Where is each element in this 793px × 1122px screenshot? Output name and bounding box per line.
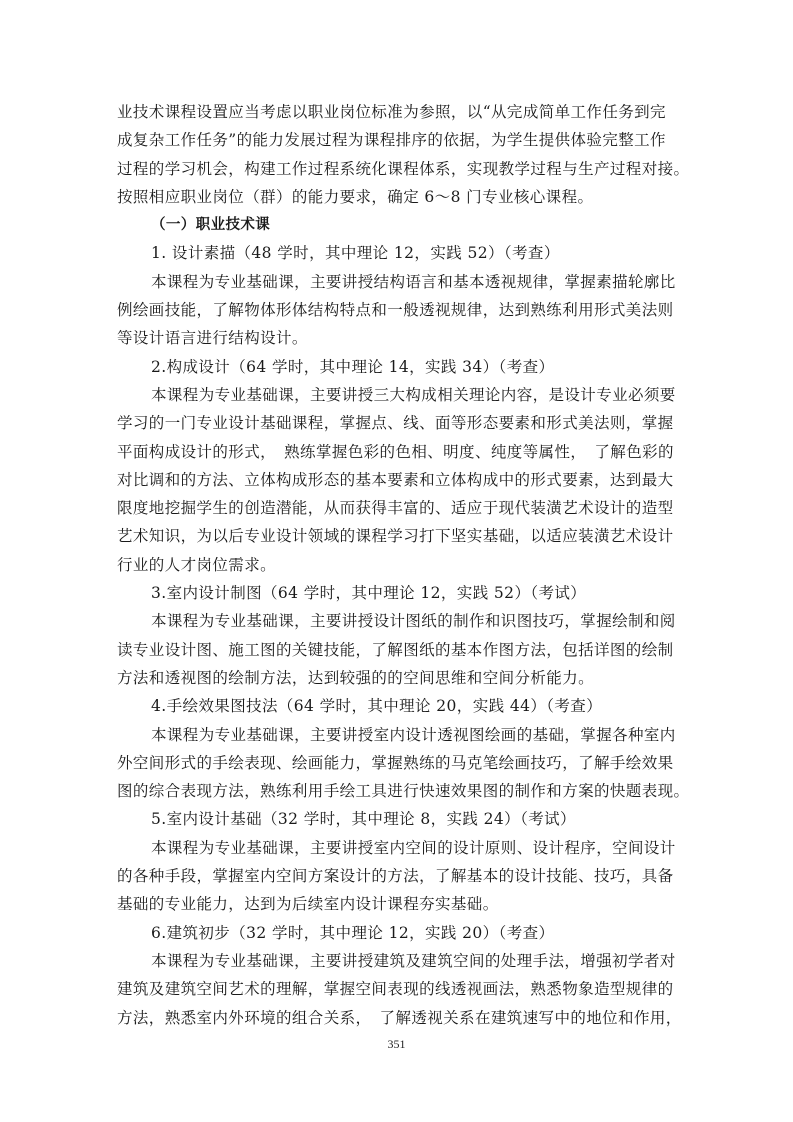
paragraph-line: 本课程为专业基础课，主要讲授室内空间的设计原则、设计程序，空间设计 (151, 838, 676, 857)
body-text (117, 98, 690, 1032)
course-title: 1. 设计素描（48 学时，其中理论 12，实践 52）（考查） (151, 244, 560, 263)
course-2 (117, 353, 683, 579)
paragraph-line: 基础的专业能力，达到为后续室内设计课程夯实基础。 (117, 895, 499, 914)
paragraph-line: 业技术课程设置应当考虑以职业岗位标准为参照，以“从完成简单工作任务到完 (117, 103, 666, 121)
course-3 (117, 579, 683, 692)
course-title: 5.室内设计基础（32 学时，其中理论 8，实践 24）（考试） (151, 810, 576, 829)
paragraph-line: 图的综合表现方法，熟练利用手绘工具进行快速效果图的制作和方案的快题表现。 (117, 782, 690, 801)
paragraph-line: 艺术知识，为以后专业设计领域的课程学习打下坚实基础，以适应装潢艺术设计 (117, 527, 674, 546)
paragraph-line: 对比调和的方法、立体构成形态的基本要素和立体构成中的形式要素，达到最大 (117, 470, 674, 489)
intro-paragraph (117, 98, 690, 211)
course-6 (117, 919, 683, 1032)
course-1 (117, 239, 683, 352)
paragraph-line: 平面构成设计的形式， 熟练掌握色彩的色相、明度、纯度等属性， 了解色彩的 (117, 442, 674, 461)
paragraph-line: 成复杂工作任务”的能力发展过程为课程排序的依据，为学生提供体验完整工作 (117, 131, 666, 150)
course-title: 6.建筑初步（32 学时，其中理论 12，实践 20）（考查） (151, 923, 555, 942)
paragraph-line: 的各种手段，掌握室内空间方案设计的方法，了解基本的设计技能、技巧，具备 (117, 867, 674, 886)
course-title: 3.室内设计制图（64 学时，其中理论 12，实践 52）（考试） (151, 584, 587, 603)
paragraph-line: 等设计语言进行结构设计。 (117, 329, 308, 348)
course-title: 4.手绘效果图技法（64 学时，其中理论 20，实践 44）（考查） (151, 697, 603, 716)
paragraph-line: 行业的人才岗位需求。 (117, 555, 277, 574)
paragraph-line: 方法和透视图的绘制方法，达到较强的的空间思维和空间分析能力。 (117, 668, 595, 687)
paragraph-line: 本课程为专业基础课，主要讲授设计图纸的制作和识图技巧，掌握绘制和阅 (151, 612, 676, 631)
paragraph-line: 本课程为专业基础课，主要讲授建筑及建筑空间的处理手法，增强初学者对 (151, 951, 676, 970)
paragraph-line: 本课程为专业基础课，主要讲授室内设计透视图绘画的基础，掌握各种室内 (151, 725, 676, 744)
paragraph-line: 例绘画技能，了解物体形体结构特点和一般透视规律，达到熟练利用形式美法则 (117, 301, 674, 320)
paragraph-line: 本课程为专业基础课，主要讲授结构语言和基本透视规律，掌握素描轮廓比 (151, 272, 676, 291)
course-5 (117, 805, 683, 918)
paragraph-line: 读专业设计图、施工图的关键技能，了解图纸的基本作图方法，包括详图的绘制 (117, 640, 674, 659)
section-heading: （一）职业技术课 (151, 216, 271, 234)
paragraph-line: 过程的学习机会，构建工作过程系统化课程体系，实现教学过程与生产过程对接。 (117, 159, 690, 178)
paragraph-line: 方法，熟悉室内外环境的组合关系， 了解透视关系在建筑速写中的地位和作用， (117, 1008, 682, 1027)
paragraph-line: 本课程为专业基础课，主要讲授三大构成相关理论内容，是设计专业必须要 (151, 385, 676, 404)
page-number: 351 (387, 1037, 406, 1051)
course-4 (117, 692, 690, 805)
paragraph-line: 限度地挖掘学生的创造潜能，从而获得丰富的、适应于现代装潢艺术设计的造型 (117, 499, 674, 518)
paragraph-line: 建筑及建筑空间艺术的理解，掌握空间表现的线透视画法，熟悉物象造型规律的 (117, 980, 674, 999)
paragraph-line: 学习的一门专业设计基础课程，掌握点、线、面等形态要素和形式美法则，掌握 (117, 414, 674, 433)
paragraph-line: 外空间形式的手绘表现、绘画能力，掌握熟练的马克笔绘画技巧，了解手绘效果 (117, 753, 674, 772)
paragraph-line: 按照相应职业岗位（群）的能力要求，确定 6～8 门专业核心课程。 (117, 187, 594, 206)
course-title: 2.构成设计（64 学时，其中理论 14，实践 34）（考查） (151, 357, 555, 376)
